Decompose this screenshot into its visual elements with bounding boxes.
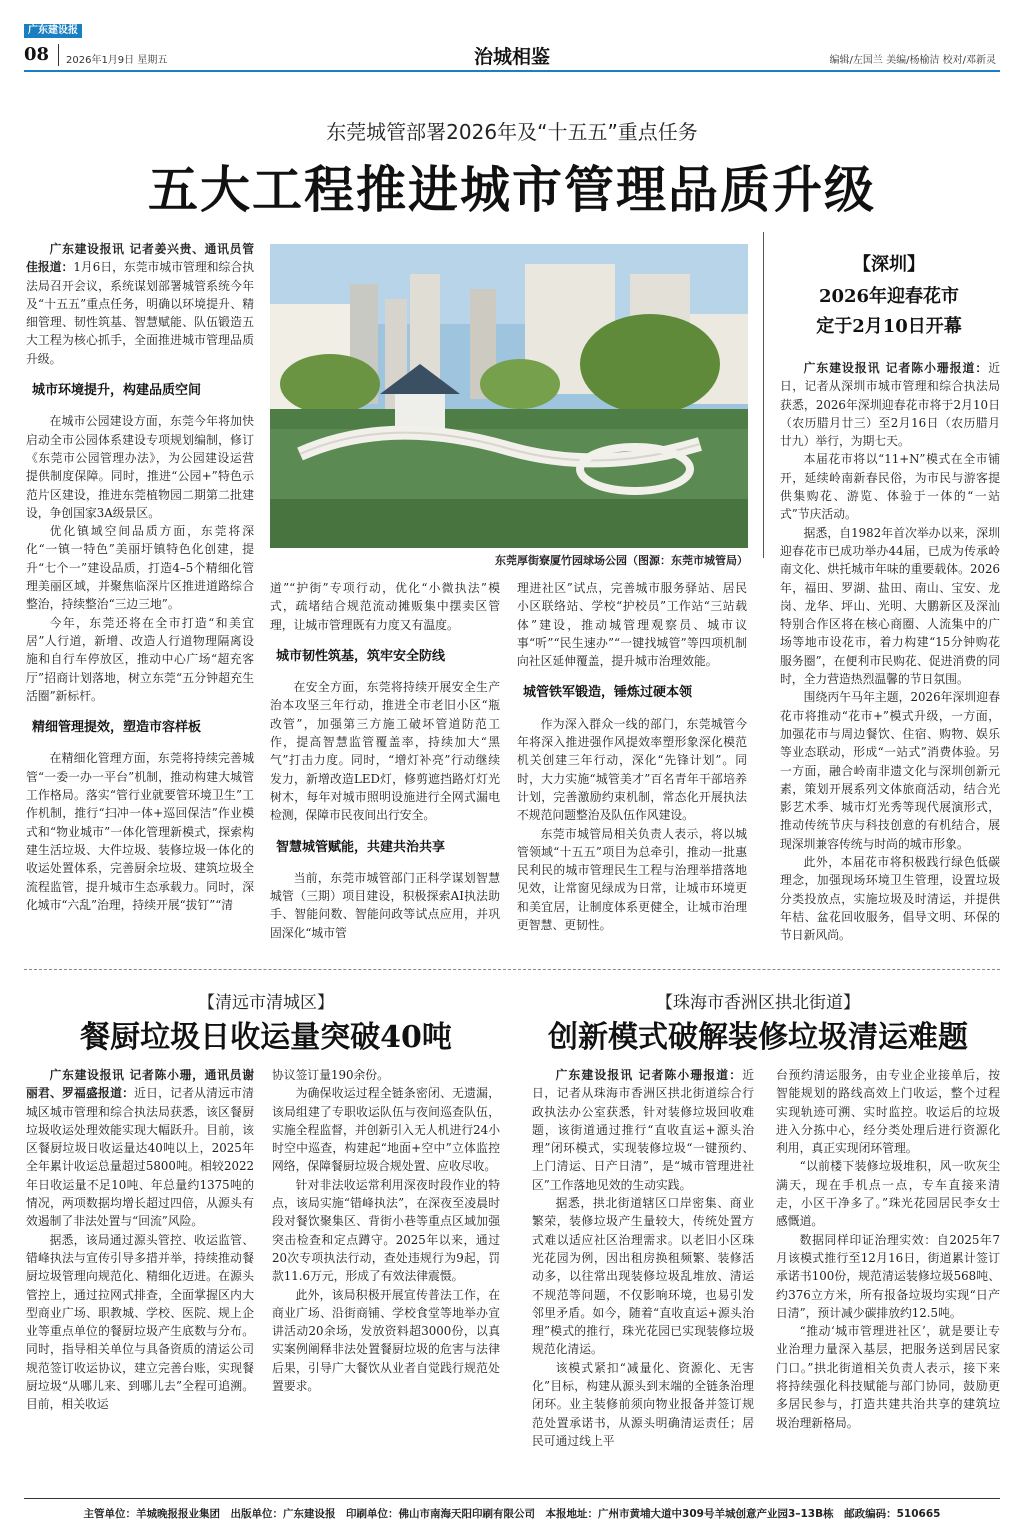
section-divider — [24, 969, 1000, 970]
zhuhai-tag: 【珠海市香洲区拱北街道】 — [656, 993, 860, 1013]
subhead-smart: 智慧城管赋能，共建共治共享 — [276, 839, 446, 855]
issue-date: 2026年1月9日 星期五 — [66, 55, 168, 66]
footer-rule — [24, 1498, 1000, 1499]
qingyuan-column-1 — [26, 1066, 254, 1414]
page-number: 08 — [24, 44, 50, 65]
qingyuan-column-2 — [272, 1066, 500, 1395]
zhuhai-column-1 — [532, 1066, 754, 1450]
photo-caption: 东莞厚街寮厦竹园球场公园（图源：东莞市城管局） — [495, 554, 748, 567]
paragraph: 数据同样印证治理实效：自2025年7月该模式推行至12月16日，街道累计签订承诺书100份，规范清运装修垃圾568吨、约376立方米，所有报备垃圾均实现“日产日清”，预计减少碳排放约12.5吨。 — [776, 1232, 1000, 1320]
publisher-footer: 主管单位：羊城晚报报业集团 出版单位：广东建设报 印刷单位：佛山市南海天阳印刷有限公司 本报地址：广州市黄埔大道中309号羊城创意产业园3–13B栋 邮政编码：510665 — [83, 1508, 941, 1520]
sidebar-title-line2: 定于2月10日开幕 — [816, 316, 962, 337]
lead-column-3 — [517, 579, 747, 934]
paragraph: 作为深入群众一线的部门，东莞城管今年将深入推进强作风提效率塑形象深化模范机关创建三年行动，深化“先锋计划”。同时，大力实施“城管美才”百名青年干部培养计划，完善激励约束机制，常态化开展执法不规范问题整治及队伍作风建设。 — [517, 716, 747, 823]
paragraph: 今年，东莞还将在全市打造“和美宜居”人行道，新增、改造人行道物理隔离设施和自行车停放区，推动中心广场“超充客厅”招商计划落地，树立东莞“五分钟超充生活圈”新标杆。 — [26, 615, 254, 703]
paragraph: 在城市公园建设方面，东莞今年将加快启动全市公园体系建设专项规划编制，修订《东莞市公园管理办法》，为公园建设运营提供制度保障。同时，推进“公园+”特色示范片区建设，推进东莞植物园二期第二批建设，争创国家3A级景区。 — [26, 414, 254, 520]
lead-kicker: 东莞城管部署2026年及“十五五”重点任务 — [326, 120, 698, 144]
paragraph: 为确保收运过程全链条密闭、无遗漏，该局组建了专职收运队伍与夜间巡查队伍，实施全程监督，并创新引入无人机进行24小时空中巡查，构建起“地面+空中”立体监控网络，保障餐厨垃圾合规处置、应收尽收。 — [272, 1086, 500, 1174]
paragraph: 针对非法收运常利用深夜时段作业的特点，该局实施“错峰执法”，在深夜至凌晨时段对餐饮聚集区、背街小巷等重点区域加强突击检查和定点蹲守。2025年以来，通过20次专项执法行动，查处违规行为9起，罚款11.6万元，形成了有效法律震慑。 — [272, 1177, 500, 1284]
subhead-team: 城管铁军锻造，锤炼过硬本领 — [523, 685, 693, 701]
paragraph: 优化镇域空间品质方面，东莞将深化“一镇一特色”美丽圩镇特色化创建，提升“七个一”建设品质，打造4–5个精细化管理美丽区域，并聚焦临深片区推进道路综合整治，持续整治“三边三地”。 — [26, 524, 254, 612]
zhuhai-intro-text: 近日，记者从珠海市香洲区拱北街道综合行政执法办公室获悉，针对装修垃圾回收难题，该街道通过推行“直收直运+源头治理”闭环模式，实现装修垃圾“一键预约、上门清运、日产日清”，是“城市管理进社区”工作落地见效的生动实践。 — [532, 1068, 754, 1192]
editor-credits: 编辑/左国兰 美编/杨榆洁 校对/邓新灵 — [829, 55, 996, 66]
paragraph: 该模式紧扣“减量化、资源化、无害化”目标，构建从源头到末端的全链条治理闭环。业主装修前须向物业报备并签订规范处置承诺书，从源头明确清运责任；居民可通过线上平 — [532, 1360, 754, 1448]
paragraph: 围绕丙午马年主题，2026年深圳迎春花市将推动“花市+”模式升级，一方面，加强花市与周边餐饮、住宿、购物、娱乐等业态联动，形成“一站式”消费体验。另一方面，融合岭南非遗文化与深圳创新元素，策划开展系列文体旅商活动，结合光影艺术季、城市灯光秀等现代展演形式，推动传统节庆与科技创意的有机结合，展现深圳兼容传统与时尚的城市形象。 — [780, 690, 1000, 851]
paragraph: 协议签订量190余份。 — [272, 1068, 389, 1082]
lead-column-1 — [26, 240, 254, 914]
paragraph: 东莞市城管局相关负责人表示，将以城管领域“十五五”项目为总牵引，推动一批惠民利民的城市管理民生工程与治理举措落地见效，让常窗见绿成为日常，让城市环境更和美宜居，让制度体系更健全，让城市治理更智慧、更韧性。 — [517, 826, 747, 933]
paragraph: 道”“护街”专项行动，优化“小微执法”模式，疏堵结合规范流动摊贩集中摆卖区管理，让城市管理既有力度又有温度。 — [270, 581, 500, 632]
lead-headline: 五大工程推进城市管理品质升级 — [148, 160, 876, 219]
sidebar-title — [778, 282, 1000, 342]
paragraph: 当前，东莞市城管部门正科学谋划智慧城管（三期）项目建设，积极探索AI执法助手、智能问数、智能问政等试点应用，并巩固深化“城市管 — [270, 870, 500, 940]
paragraph: 本届花市将以“11+N”模式在全市铺开，延续岭南新春民俗，为市民与游客提供集购花、游览、体验于一体的“一站式”节庆活动。 — [780, 452, 1000, 522]
sidebar-tag: 【深圳】 — [853, 254, 925, 275]
sidebar-byline: 广东建设报讯 记者陈小珊报道： — [803, 361, 989, 375]
paragraph: “以前楼下装修垃圾堆积，风一吹灰尘满天，现在手机点一点，专车直接来清走，小区干净多了。”珠光花园居民李女士感慨道。 — [776, 1159, 1000, 1229]
zhuhai-intro — [532, 1066, 754, 1194]
lead-intro-text: 1月6日，东莞市城市管理和综合执法局召开会议，系统谋划部署城管系统今年及“十五五”重点任务，明确以环境提升、精细管理、韧性筑基、智慧赋能、队伍锻造五大工程为核心抓手，全面推进城市管理品质升级。 — [26, 260, 254, 366]
sidebar-intro — [780, 359, 1000, 450]
paragraph: 理进社区”试点，完善城市服务驿站、居民小区联络站、学校“护校员”工作站“三站载体”建设，推动城管理观察员、城市议事“听”“民生速办”“一键找城管”等四项机制向社区延伸覆盖，提升城市治理效能。 — [517, 581, 747, 669]
qingyuan-title: 餐厨垃圾日收运量突破40吨 — [80, 1020, 452, 1055]
paragraph: 据悉，自1982年首次举办以来，深圳迎春花市已成功举办44届，已成为传承岭南文化、烘托城市年味的重要载体。2026年，福田、罗湖、盐田、南山、宝安、龙岗、龙华、坪山、光明、大鹏新区及深汕特别合作区将在核心商圈、人流集中的广场等地市设花市，着力构建“15分钟购花服务圈”，在便利市民购花、促进消费的同时，全力营造热烈温馨的节日氛围。 — [780, 525, 1000, 687]
paragraph: 此外，本届花市将积极践行绿色低碳理念，加强现场环境卫生管理，设置垃圾分类投放点，实施垃圾及时清运，并提供年桔、盆花回收服务，倡导文明、环保的节日新风尚。 — [780, 855, 1000, 943]
paragraph: 台预约清运服务，由专业企业接单后，按智能规划的路线高效上门收运，整个过程实现轨迹可溯、实时监控。收运后的垃圾进入分拣中心，经分类处理后进行资源化利用，真正实现闭环管理。 — [776, 1068, 1000, 1156]
qingyuan-intro-text: 近日，记者从清远市清城区城市管理和综合执法局获悉，该区餐厨垃圾收运处理效能实现大幅跃升。目前，该区餐厨垃圾日收运量达40吨以上，2025年全年累计收运总量超过5800吨。相较2022年日收运量不足10吨、年总量约1375吨的情况，两项数据均增长超过四倍，从源头有效遏制了非法处置与“回流”风险。 — [26, 1086, 254, 1229]
paragraph: 在安全方面，东莞将持续开展安全生产治本攻坚三年行动，推进全市老旧小区“瓶改管”，加强第三方施工破坏管道防范工作，提高智慧监管覆盖率，持续加大“黑气”打击力度。同时，“增灯补亮”行动继续发力，新增改造LED灯，修剪遮挡路灯灯光树木，每年对城市照明设施进行全网式漏电检测，保障市民夜间出行安全。 — [270, 680, 500, 823]
zhuhai-byline: 广东建设报讯 记者陈小珊报道： — [555, 1068, 743, 1082]
sidebar-body — [780, 359, 1000, 945]
qingyuan-tag: 【清远市清城区】 — [198, 993, 334, 1013]
zhuhai-title: 创新模式破解装修垃圾清运难题 — [548, 1020, 968, 1055]
paragraph: 此外，该局积极开展宣传普法工作，在商业广场、沿街商铺、学校食堂等地举办宣讲活动20余场，发放资料超3000份，以真实案例阐释非法处置餐厨垃圾的危害与法律后果，引导广大餐饮从业者自觉践行规范处置要求。 — [272, 1287, 500, 1394]
sidebar-intro-text: 近日，记者从深圳市城市管理和综合执法局获悉，2026年深圳迎春花市将于2月10日（农历腊月廿三）至2月16日（农历腊月廿九）举行，为期七天。 — [780, 361, 1000, 449]
paragraph: 在精细化管理方面，东莞将持续完善城管“一委一办一平台”机制，推动构建大城管工作格局。落实“管行业就要管环境卫生”工作机制，推行“扫冲一体+巡回保洁”作业模式和“物业城市”一体化管理新模式，探索构建生活垃圾、大件垃圾、装修垃圾一体化的收运处置体系，完善厨余垃圾、建筑垃圾全流程监管，提升城市生态承载力。同时，深化城市“六乱”治理，持续开展“拔钉”“清 — [26, 751, 254, 912]
paragraph: 据悉，该局通过源头管控、收运监管、错峰执法与宣传引导多措并举，持续推动餐厨垃圾管理向规范化、精细化迈进。在源头管控上，通过拉网式排查，全面掌握区内大型商业广场、职教城、学校、医院、规上企业等重点单位的餐厨垃圾产生底数与分布。同时，指导相关单位与具备资质的清运公司规范签订收运协议，建立完善台账，实现餐厨垃圾“从哪儿来、到哪儿去”全程可追溯。目前，相关收运 — [26, 1232, 254, 1412]
lead-intro — [26, 240, 254, 368]
zhuhai-column-2 — [776, 1066, 1000, 1432]
park-photo-illustration — [270, 244, 748, 548]
subhead-resilience: 城市韧性筑基，筑牢安全防线 — [276, 648, 446, 664]
sidebar-title-line1: 2026年迎春花市 — [818, 286, 960, 307]
sidebar-divider — [763, 232, 764, 558]
paragraph: 据悉，拱北街道辖区口岸密集、商业繁荣，装修垃圾产生量较大，传统处置方式难以适应社区治理需求。以老旧小区珠光花园为例，因出租房换租频繁、装修活动多，以往常出现装修垃圾乱堆放、清运不规范等问题，不仅影响环境，也易引发邻里矛盾。如今，随着“直收直运+源头治理”模式的推行，珠光花园已实现装修垃圾规范化清运。 — [532, 1196, 754, 1357]
section-title: 治城相鉴 — [473, 46, 550, 68]
lead-column-2 — [270, 579, 500, 942]
qingyuan-intro — [26, 1066, 254, 1231]
subhead-environment: 城市环境提升，构建品质空间 — [32, 383, 202, 399]
newspaper-logo: 广东建设报 — [24, 24, 82, 38]
qingyuan-byline: 广东建设报讯 记者陈小珊，通讯员谢丽君、罗福盛报道： — [26, 1068, 254, 1101]
header-rule — [24, 70, 1000, 72]
lead-byline: 广东建设报讯 记者姜兴贵、通讯员管佳报道： — [26, 242, 254, 275]
subhead-management: 精细管理提效，塑造市容样板 — [32, 720, 202, 736]
park-photo — [270, 244, 748, 548]
paragraph: “推动‘城市管理进社区’，就是要让专业治理力量深入基层，把服务送到居民家门口。”拱北街道相关负责人表示，接下来将持续强化科技赋能与部门协同，鼓励更多居民参与，打造共建共治共享的建筑垃圾治理新格局。 — [776, 1324, 1000, 1430]
